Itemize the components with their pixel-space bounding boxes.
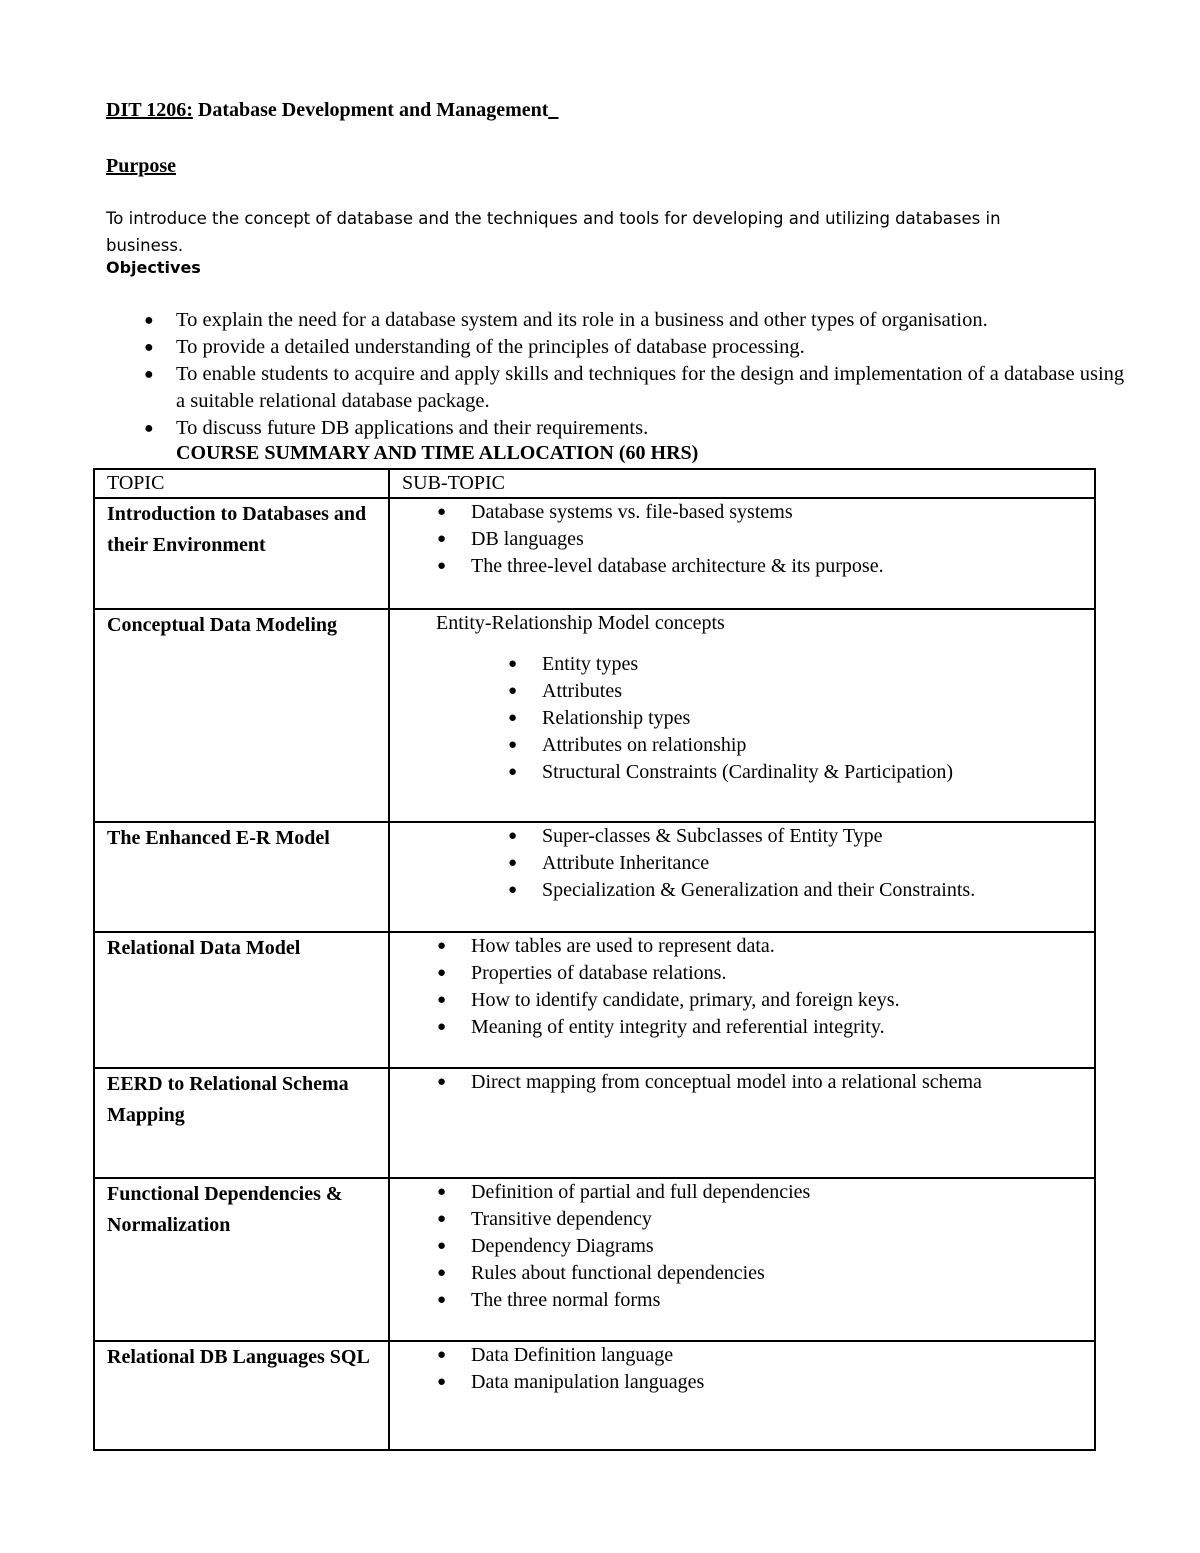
subtopic-list <box>402 651 1094 786</box>
list-item: ● Entity types <box>402 651 1094 678</box>
bullet-icon: ● <box>144 366 154 383</box>
table-row <box>94 822 1095 932</box>
topic-name: Functional Dependencies & Normalization <box>107 1183 343 1236</box>
topic-name: The Enhanced E-R Model <box>107 827 330 849</box>
objectives-list <box>144 307 1136 442</box>
bullet-icon: ● <box>437 1184 447 1200</box>
topic-name: Relational Data Model <box>107 937 301 959</box>
purpose-text: To introduce the concept of database and the techniques and tools for developing and utilizing databases in business. <box>106 209 1001 255</box>
list-item: ● Data Definition language <box>402 1342 1094 1369</box>
bullet-icon: ● <box>437 1374 447 1390</box>
bullet-icon: ● <box>144 312 154 329</box>
bullet-icon: ● <box>437 1074 447 1090</box>
table-row <box>94 932 1095 1068</box>
bullet-icon: ● <box>437 504 447 520</box>
bullet-icon: ● <box>144 420 154 437</box>
bullet-icon: ● <box>437 531 447 547</box>
course-title <box>106 99 558 122</box>
bullet-icon: ● <box>508 764 518 780</box>
list-item: ● Super-classes & Subclasses of Entity Type <box>402 823 1094 850</box>
bullet-icon: ● <box>437 558 447 574</box>
objective-item <box>144 361 1136 415</box>
bullet-icon: ● <box>508 882 518 898</box>
list-item: ● Dependency Diagrams <box>402 1233 1094 1260</box>
bullet-icon: ● <box>508 656 518 672</box>
list-item: ● Rules about functional dependencies <box>402 1260 1094 1287</box>
table-row <box>94 1341 1095 1450</box>
bullet-icon: ● <box>508 683 518 699</box>
objective-item <box>144 307 1136 334</box>
bullet-icon: ● <box>437 1347 447 1363</box>
topic-name: Conceptual Data Modeling <box>107 614 337 636</box>
bullet-icon: ● <box>508 828 518 844</box>
table-row <box>94 498 1095 609</box>
topic-name: EERD to Relational Schema Mapping <box>107 1073 349 1126</box>
list-item: ● Structural Constraints (Cardinality & Participation) <box>402 759 1094 786</box>
list-item: ● DB languages <box>402 526 1094 553</box>
list-item: ● Specialization & Generalization and their Constraints. <box>402 877 1094 904</box>
list-item: ● Definition of partial and full dependencies <box>402 1179 1094 1206</box>
subtopic-list <box>402 499 1094 580</box>
objective-item <box>144 415 1136 442</box>
list-item: ● Transitive dependency <box>402 1206 1094 1233</box>
bullet-icon: ● <box>437 992 447 1008</box>
list-item: ● Attribute Inheritance <box>402 850 1094 877</box>
list-item: ● How to identify candidate, primary, and foreign keys. <box>402 987 1094 1014</box>
table-header-row <box>94 469 1095 498</box>
objective-text: To explain the need for a database system and its role in a business and other types of organisation. <box>176 309 988 331</box>
column-header-subtopic: SUB-TOPIC <box>389 469 1095 498</box>
list-item: ● How tables are used to represent data. <box>402 933 1094 960</box>
bullet-icon: ● <box>144 339 154 356</box>
bullet-icon: ● <box>437 1019 447 1035</box>
column-header-topic: TOPIC <box>94 469 389 498</box>
objective-item <box>144 334 1136 361</box>
bullet-icon: ● <box>508 737 518 753</box>
table-row <box>94 1068 1095 1178</box>
list-item: ● Data manipulation languages <box>402 1369 1094 1396</box>
course-code: DIT 1206: <box>106 99 193 121</box>
table-row <box>94 1178 1095 1341</box>
bullet-icon: ● <box>437 1265 447 1281</box>
bullet-icon: ● <box>437 1211 447 1227</box>
list-item: ● Properties of database relations. <box>402 960 1094 987</box>
subtopic-list <box>402 1342 1094 1396</box>
list-item: ● Relationship types <box>402 705 1094 732</box>
bullet-icon: ● <box>437 938 447 954</box>
course-name: Database Development and Management <box>192 99 549 121</box>
list-item: ● The three normal forms <box>402 1287 1094 1314</box>
purpose-heading: Purpose <box>106 155 176 177</box>
bullet-icon: ● <box>437 965 447 981</box>
objective-text: To discuss future DB applications and their requirements. <box>176 417 649 439</box>
course-summary-table <box>93 468 1096 1451</box>
objectives-heading: Objectives <box>106 258 201 277</box>
list-item: ● Direct mapping from conceptual model into a relational schema <box>402 1069 1094 1096</box>
objective-text: To provide a detailed understanding of the principles of database processing. <box>176 336 805 358</box>
bullet-icon: ● <box>437 1292 447 1308</box>
list-item: ● Database systems vs. file-based systems <box>402 499 1094 526</box>
title-trailing: _ <box>548 99 559 121</box>
subtopic-list <box>402 1179 1094 1314</box>
list-item: ● Attributes on relationship <box>402 732 1094 759</box>
list-item: ● Attributes <box>402 678 1094 705</box>
summary-heading: COURSE SUMMARY AND TIME ALLOCATION (60 HRS) <box>176 442 699 464</box>
list-item: ● Meaning of entity integrity and referential integrity. <box>402 1014 1094 1041</box>
subtopic-lead: Entity-Relationship Model concepts <box>436 612 725 634</box>
objective-text: To enable students to acquire and apply skills and techniques for the design and implementation of a database using a suitable relational database package. <box>176 363 1125 412</box>
bullet-icon: ● <box>508 710 518 726</box>
list-item: ● The three-level database architecture & its purpose. <box>402 553 1094 580</box>
subtopic-list <box>402 933 1094 1041</box>
topic-name: Relational DB Languages SQL <box>107 1346 370 1368</box>
bullet-icon: ● <box>508 855 518 871</box>
subtopic-list <box>402 1069 1094 1096</box>
bullet-icon: ● <box>437 1238 447 1254</box>
table-row <box>94 609 1095 822</box>
topic-name: Introduction to Databases and their Environment <box>107 503 367 556</box>
subtopic-list <box>402 823 1094 904</box>
